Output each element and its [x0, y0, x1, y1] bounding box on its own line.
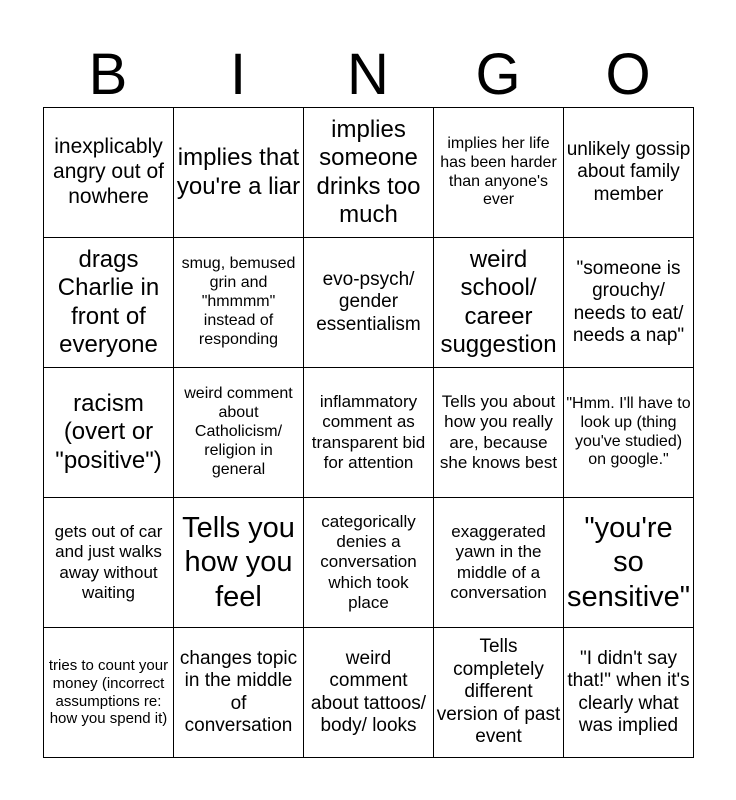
grid-row-3: [44, 368, 694, 498]
bingo-cell-r5-c3[interactable]: weird comment about tattoos/ body/ looks: [304, 628, 434, 758]
bingo-cell-r2-c1[interactable]: drags Charlie in front of everyone: [44, 238, 174, 368]
bingo-cell-r4-c3[interactable]: categorically denies a conversation which took place: [304, 498, 434, 628]
header-letter-n: N: [347, 42, 389, 107]
header-letter-g: G: [475, 42, 521, 107]
bingo-cell-r3-c3[interactable]: inflammatory comment as transparent bid for attention: [304, 368, 434, 498]
grid-row-1: [44, 108, 694, 238]
header-letter-o: O: [605, 42, 651, 107]
grid-row-4: [44, 498, 694, 628]
bingo-cell-r1-c4[interactable]: implies her life has been harder than anyone's ever: [434, 108, 564, 238]
bingo-cell-r3-c5[interactable]: "Hmm. I'll have to look up (thing you've studied) on google.": [564, 368, 694, 498]
bingo-cell-r1-c5[interactable]: unlikely gossip about family member: [564, 108, 694, 238]
bingo-cell-r3-c1[interactable]: racism (overt or "positive"): [44, 368, 174, 498]
bingo-cell-r5-c5[interactable]: "I didn't say that!" when it's clearly what was implied: [564, 628, 694, 758]
bingo-cell-r3-c2[interactable]: weird comment about Catholicism/ religion in general: [174, 368, 304, 498]
header-letter-i: I: [229, 42, 247, 107]
bingo-header: [43, 42, 693, 108]
header-letter-b: B: [88, 42, 128, 107]
bingo-cell-r4-c5[interactable]: "you're so sensitive": [564, 498, 694, 628]
bingo-card-grid: [43, 107, 694, 758]
bingo-cell-r2-c4[interactable]: weird school/ career suggestion: [434, 238, 564, 368]
bingo-cell-r4-c2[interactable]: Tells you how you feel: [174, 498, 304, 628]
bingo-cell-r1-c3[interactable]: implies someone drinks too much: [304, 108, 434, 238]
bingo-cell-r4-c4[interactable]: exaggerated yawn in the middle of a conversation: [434, 498, 564, 628]
bingo-cell-r5-c2[interactable]: changes topic in the middle of conversation: [174, 628, 304, 758]
grid-row-5: [44, 628, 694, 758]
bingo-cell-r5-c4[interactable]: Tells completely different version of past event: [434, 628, 564, 758]
bingo-cell-r2-c2[interactable]: smug, bemused grin and "hmmmm" instead of responding: [174, 238, 304, 368]
bingo-cell-r2-c5[interactable]: "someone is grouchy/ needs to eat/ needs a nap": [564, 238, 694, 368]
bingo-cell-r1-c1[interactable]: inexplicably angry out of nowhere: [44, 108, 174, 238]
bingo-cell-r1-c2[interactable]: implies that you're a liar: [174, 108, 304, 238]
bingo-cell-r2-c3[interactable]: evo-psych/ gender essentialism: [304, 238, 434, 368]
bingo-cell-r4-c1[interactable]: gets out of car and just walks away without waiting: [44, 498, 174, 628]
bingo-cell-r3-c4[interactable]: Tells you about how you really are, because she knows best: [434, 368, 564, 498]
grid-row-2: [44, 238, 694, 368]
bingo-cell-r5-c1[interactable]: tries to count your money (incorrect assumptions re: how you spend it): [44, 628, 174, 758]
